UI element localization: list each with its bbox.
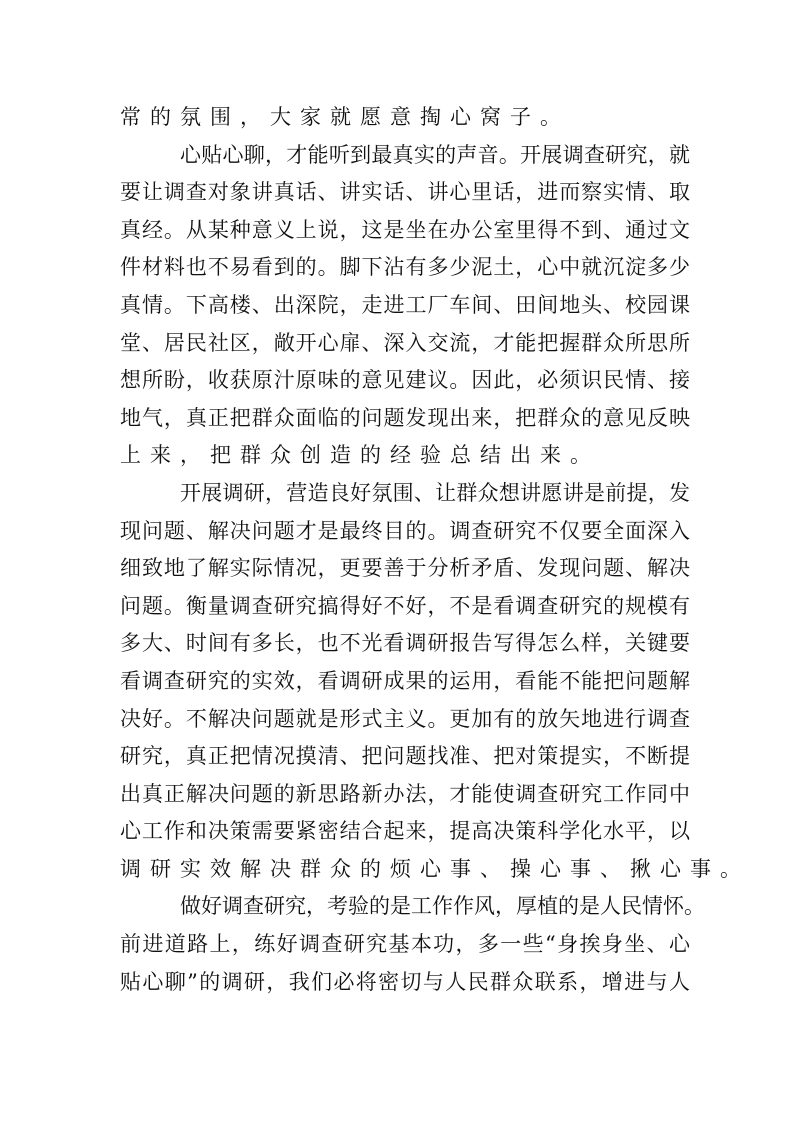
text-line: 现问题、解决问题才是最终目的。调查研究不仅要全面深入: [120, 518, 690, 543]
text-line: 前进道路上，练好调查研究基本功，多一些“身挨身坐、心: [120, 932, 690, 957]
text-line: 问题。衡量调查研究搞得好不好，不是看调查研究的规模有: [120, 593, 690, 618]
text-line: 出真正解决问题的新思路新办法，才能使调查研究工作同中: [120, 781, 690, 806]
text-line: 贴心聊”的调研，我们必将密切与人民群众联系，增进与人: [120, 969, 690, 994]
text-line: 开展调研，营造良好氛围、让群众想讲愿讲是前提，发: [180, 480, 690, 505]
text-line: 堂、居民社区，敞开心扉、深入交流，才能把握群众所思所: [120, 330, 690, 355]
text-line: 地气，真正把群众面临的问题发现出来，把群众的意见反映: [120, 405, 690, 430]
text-line: 决好。不解决问题就是形式主义。更加有的放矢地进行调查: [120, 706, 690, 731]
text-line: 研究，真正把情况摸清、把问题找准、把对策提实，不断提: [120, 744, 690, 769]
paragraph: [120, 137, 690, 475]
text-line: 上来，把群众创造的经验总结出来。: [120, 443, 600, 468]
text-line: 件材料也不易看到的。脚下沾有多少泥土，心中就沉淀多少: [120, 255, 690, 280]
text-line: 真情。下高楼、出深院，走进工厂车间、田间地头、校园课: [120, 292, 690, 317]
text-line: 调研实效解决群众的烦心事、操心事、揪心事。: [120, 856, 750, 881]
text-line: 常的氛围，大家就愿意掏心窝子。: [120, 105, 570, 129]
text-line: 心工作和决策需要紧密结合起来，提高决策科学化水平，以: [120, 819, 690, 844]
text-line: 想所盼，收获原汁原味的意见建议。因此，必须识民情、接: [120, 368, 690, 393]
text-line: 做好调查研究，考验的是工作作风，厚植的是人民情怀。: [180, 894, 705, 919]
text-line: 心贴心聊，才能听到最真实的声音。开展调查研究，就: [180, 142, 690, 167]
text-line: 细致地了解实际情况，更要善于分析矛盾、发现问题、解决: [120, 556, 690, 581]
paragraph: [120, 475, 750, 889]
text-line: 看调查研究的实效，看调研成果的运用，看能不能把问题解: [120, 668, 690, 693]
text-line: 多大、时间有多长，也不光看调研报告写得怎么样，关键要: [120, 631, 690, 656]
paragraph: [120, 99, 690, 137]
text-line: 要让调查对象讲真话、讲实话、讲心里话，进而察实情、取: [120, 180, 690, 205]
text-line: 真经。从某种意义上说，这是坐在办公室里得不到、通过文: [120, 217, 690, 242]
document-page: [120, 99, 750, 1001]
paragraph: [120, 888, 705, 1001]
